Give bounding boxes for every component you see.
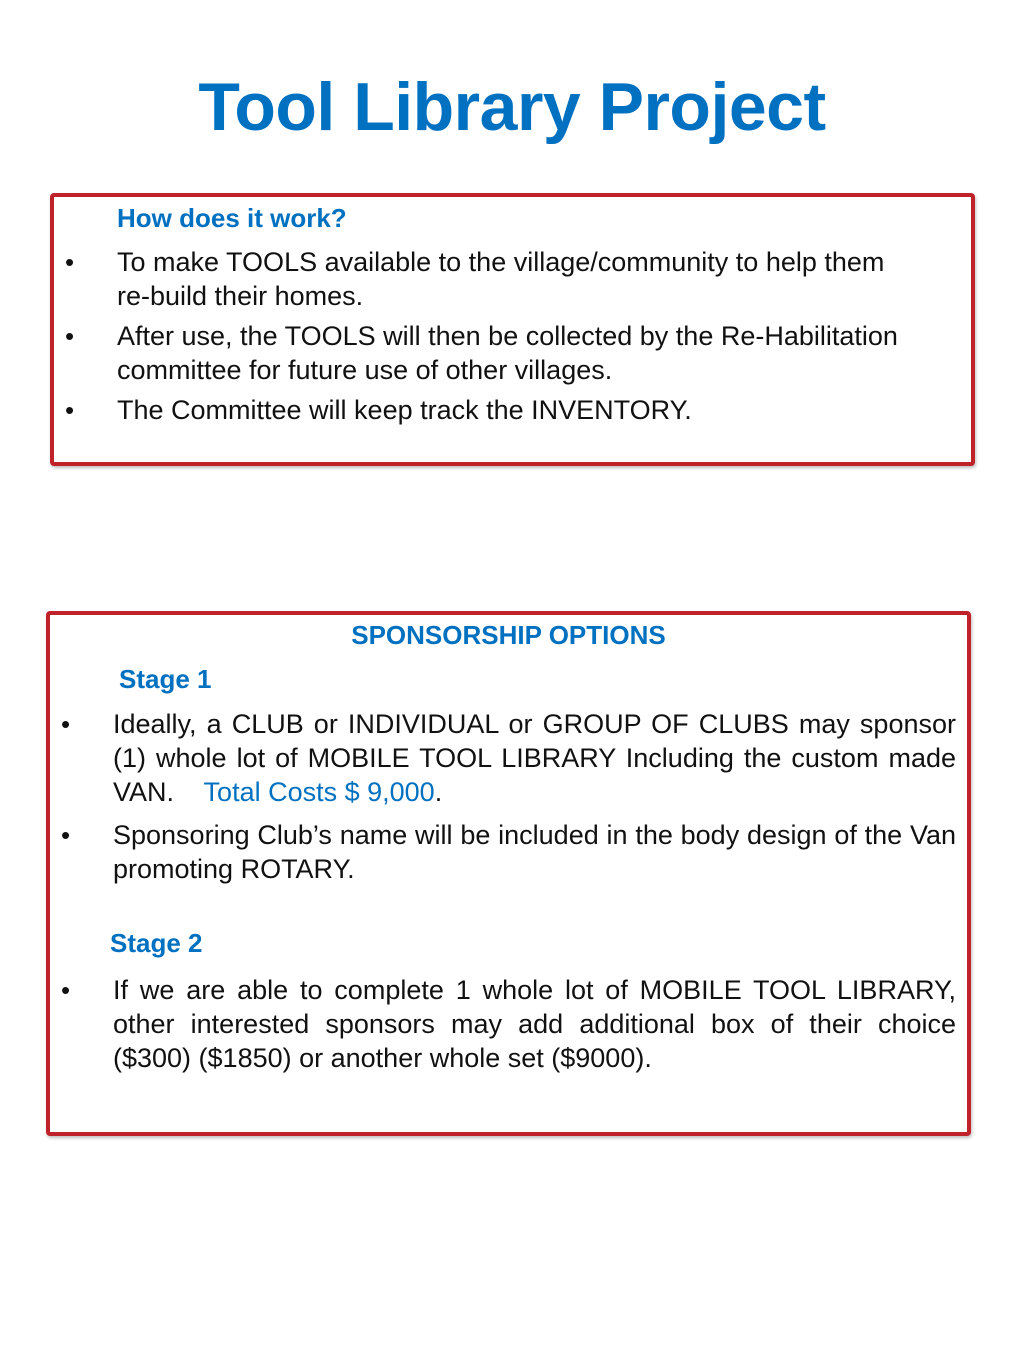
bullet-icon: • [61,820,71,850]
stage1-heading: Stage 1 [119,664,212,694]
list-item: • After use, the TOOLS will then be collected by the Re-Habilitation committee for future use of other villages. [65,321,898,385]
how-it-works-box [50,193,975,466]
stage2-heading: Stage 2 [110,928,203,958]
bullet-icon: • [65,247,75,277]
total-cost: Total Costs $ 9,000 [203,777,435,807]
sponsorship-heading: SPONSORSHIP OPTIONS [351,620,666,650]
list-item: • To make TOOLS available to the village/community to help them re-build their homes. [65,247,885,311]
bullet-icon: • [65,321,75,351]
how-it-works-heading: How does it work? [117,203,347,233]
bullet-icon: • [61,975,71,1005]
how-it-works-list [65,245,917,427]
stage1-list [61,707,956,886]
list-item: • Sponsoring Club’s name will be included in the body design of the Van promoting ROTARY. [61,820,956,884]
list-item: • The Committee will keep track the INVENTORY. [65,395,692,425]
stage2-list [61,973,956,1075]
bullet-icon: • [65,395,75,425]
list-item: • If we are able to complete 1 whole lot of MOBILE TOOL LIBRARY, other interested sponsors may add additional box of their choice ($300) ($1850) or another whole set ($9000). [61,975,956,1073]
bullet-icon: • [61,709,71,739]
page-title: Tool Library Project [198,69,826,145]
sponsorship-box [46,611,971,1136]
list-item: • Ideally, a CLUB or INDIVIDUAL or GROUP OF CLUBS may sponsor (1) whole lot of MOBILE TOOL LIBRARY Including the custom made VAN. Total Costs $ 9,000. [61,709,956,807]
